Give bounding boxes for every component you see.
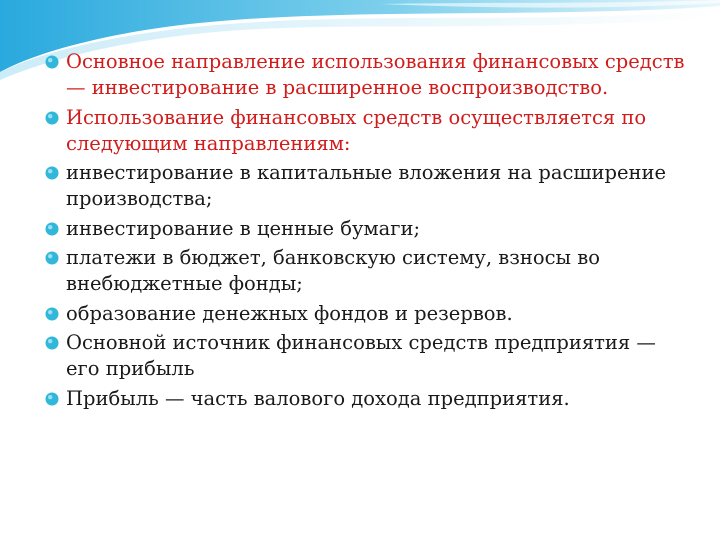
bullet-text: инвестирование в капитальные вложения на расширение производства; — [66, 161, 667, 210]
bullet-icon — [44, 391, 60, 407]
bullet-icon — [44, 250, 60, 266]
bullet-text: Использование финансовых средств осуществляется по следующим направлениям: — [66, 105, 647, 155]
bullet-text: Прибыль — часть валового дохода предприятия. — [66, 386, 570, 410]
bullet-item — [44, 160, 694, 212]
bullet-text: Основное направление использования финансовых средств — инвестирование в расширенное воспроизводство. — [66, 50, 685, 99]
bullet-item — [44, 245, 694, 297]
bullet-icon — [44, 165, 60, 181]
bullet-item — [44, 105, 694, 157]
bullet-icon — [44, 306, 60, 322]
bullet-list — [44, 49, 694, 415]
bullet-icon — [44, 221, 60, 237]
bullet-item — [44, 49, 694, 101]
bullet-item — [44, 386, 694, 412]
bullet-icon — [44, 110, 60, 126]
bullet-text: платежи в бюджет, банковскую систему, взносы во внебюджетные фонды; — [66, 246, 600, 295]
bullet-item — [44, 330, 694, 382]
bullet-text: Основной источник финансовых средств предприятия — его прибыль — [66, 331, 656, 380]
bullet-text: образование денежных фондов и резервов. — [66, 301, 513, 325]
bullet-icon — [44, 335, 60, 351]
bullet-item — [44, 301, 694, 327]
bullet-item — [44, 216, 694, 242]
bullet-icon — [44, 54, 60, 70]
bullet-text: инвестирование в ценные бумаги; — [66, 216, 421, 240]
